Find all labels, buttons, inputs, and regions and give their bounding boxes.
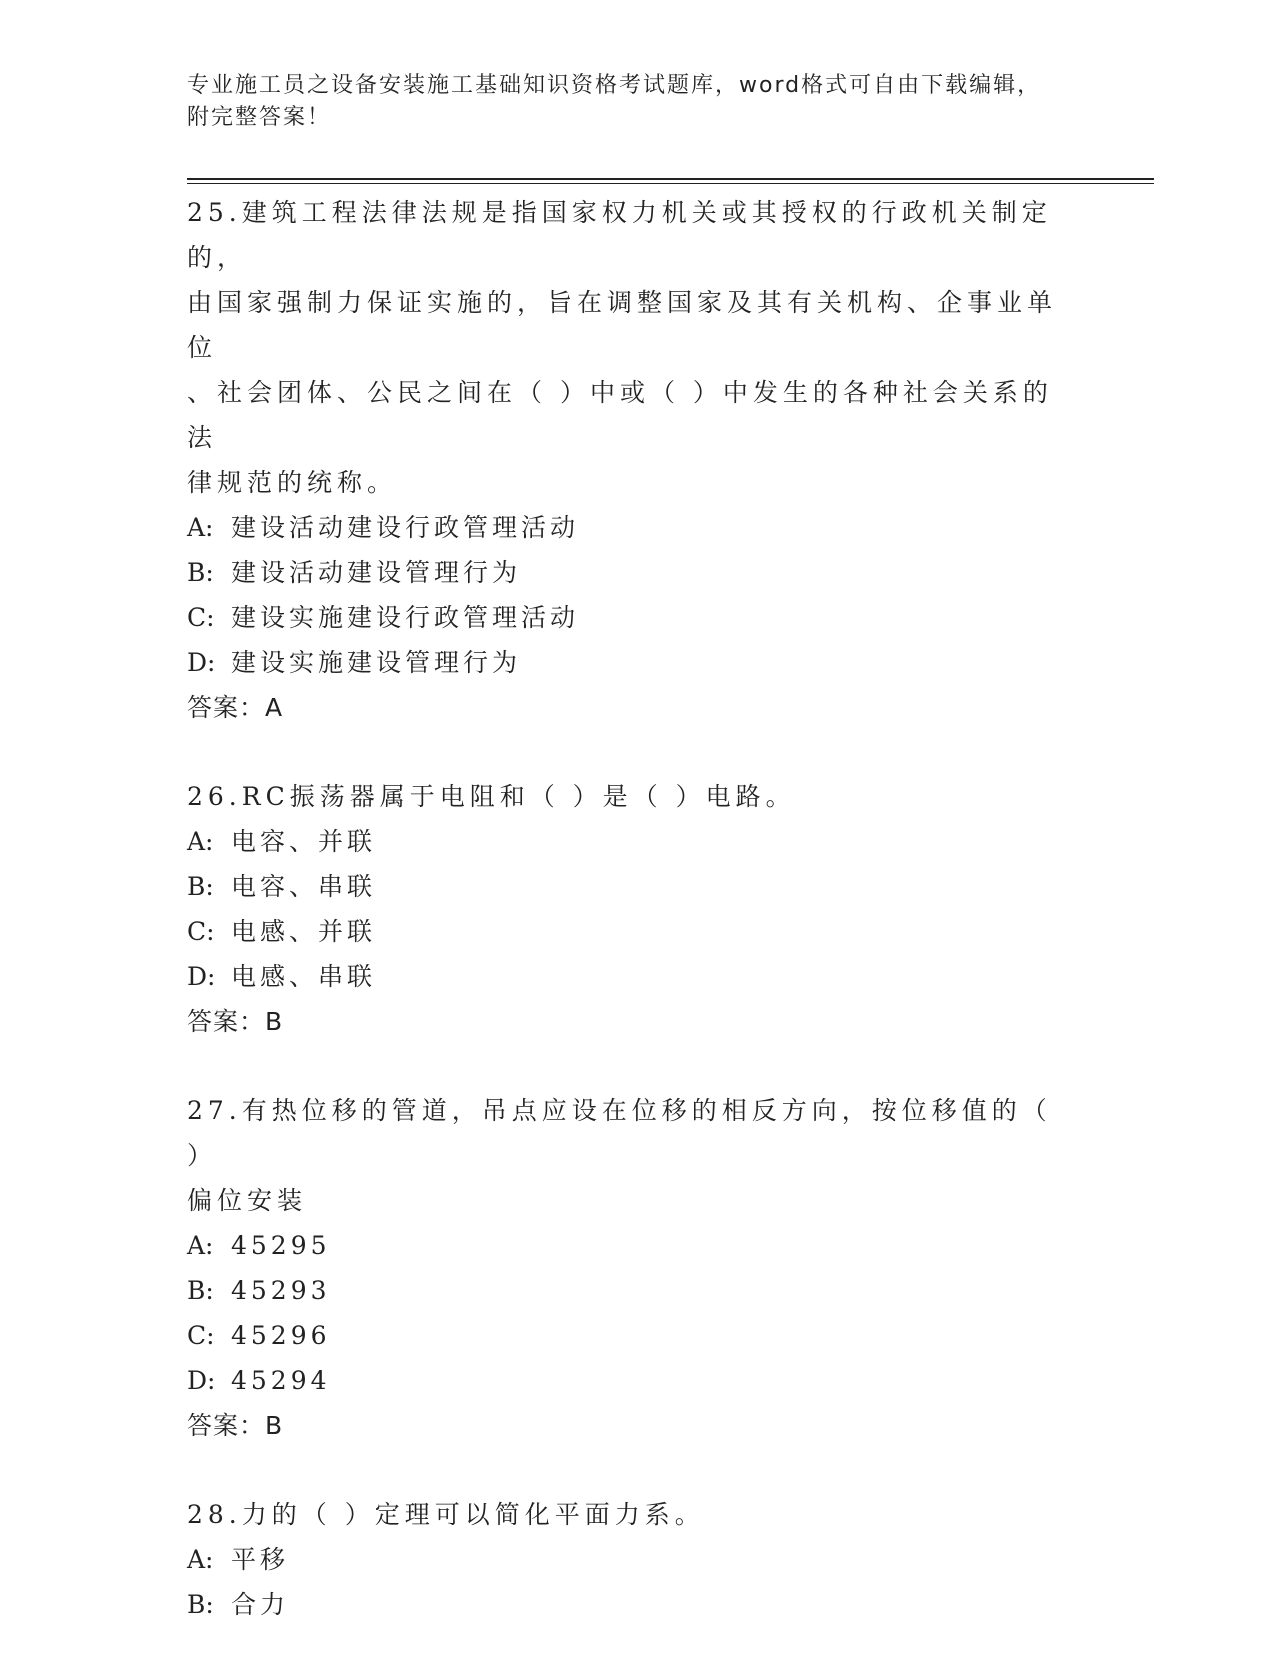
- option-letter: B:: [187, 558, 214, 587]
- option-letter: A:: [187, 513, 214, 542]
- option-text: 平移: [231, 1545, 290, 1574]
- question-text-line: 由国家强制力保证实施的，旨在调整国家及其有关机构、企事业单位: [187, 288, 1058, 362]
- option-letter: B:: [187, 872, 214, 901]
- question-text-line: 28.力的（ ）定理可以简化平面力系。: [187, 1500, 705, 1529]
- header-line-2: 附完整答案！: [187, 105, 332, 130]
- option-text: 电感、串联: [231, 962, 377, 991]
- document-header: [187, 70, 1067, 134]
- option-a: [187, 505, 1067, 550]
- header-line-1: 专业施工员之设备安装施工基础知识资格考试题库，word格式可自由下载编辑，: [187, 73, 1042, 98]
- question-text-line: 律规范的统称。: [187, 468, 398, 497]
- option-b: [187, 1268, 1067, 1313]
- option-c: [187, 909, 1067, 954]
- option-d: [187, 1358, 1067, 1403]
- question-26: [187, 774, 1067, 1044]
- option-letter: D:: [187, 648, 216, 677]
- option-text: 建设实施建设管理行为: [231, 648, 522, 677]
- option-b: [187, 864, 1067, 909]
- option-letter: B:: [187, 1590, 214, 1619]
- option-text: 电容、并联: [231, 827, 377, 856]
- option-c: [187, 595, 1067, 640]
- option-text: 电容、串联: [231, 872, 377, 901]
- answer-line: 答案：A: [187, 693, 284, 722]
- option-letter: B:: [187, 1276, 214, 1305]
- option-c: [187, 1313, 1067, 1358]
- question-text-line: 、社会团体、公民之间在（ ）中或（ ）中发生的各种社会关系的法: [187, 378, 1053, 452]
- answer-line: 答案：B: [187, 1411, 284, 1440]
- option-b: [187, 1582, 1067, 1627]
- question-27: [187, 1088, 1067, 1448]
- option-letter: C:: [187, 603, 215, 632]
- header-divider-thin: [187, 183, 1154, 184]
- option-letter: A:: [187, 1231, 214, 1260]
- option-text: 建设活动建设行政管理活动: [231, 513, 580, 542]
- option-letter: A:: [187, 1545, 214, 1574]
- option-a: [187, 819, 1067, 864]
- question-list: [187, 190, 1067, 1671]
- option-text: 45293: [231, 1276, 331, 1305]
- option-letter: D:: [187, 962, 216, 991]
- option-a: [187, 1537, 1067, 1582]
- option-text: 电感、并联: [231, 917, 377, 946]
- option-d: [187, 954, 1067, 999]
- answer-line: 答案：B: [187, 1007, 284, 1036]
- option-text: 45295: [231, 1231, 331, 1260]
- option-d: [187, 640, 1067, 685]
- option-a: [187, 1223, 1067, 1268]
- option-letter: C:: [187, 917, 215, 946]
- question-text-line: 26.RC振荡器属于电阻和（ ）是（ ）电路。: [187, 782, 796, 811]
- option-text: 建设实施建设行政管理活动: [231, 603, 580, 632]
- header-divider-thick: [187, 178, 1154, 180]
- question-text-line: 25.建筑工程法律法规是指国家权力机关或其授权的行政机关制定的，: [187, 198, 1052, 272]
- option-text: 45294: [231, 1366, 331, 1395]
- option-text: 建设活动建设管理行为: [231, 558, 522, 587]
- option-letter: C:: [187, 1321, 215, 1350]
- option-b: [187, 550, 1067, 595]
- option-letter: A:: [187, 827, 214, 856]
- option-text: 45296: [231, 1321, 331, 1350]
- question-text-line: 偏位安装: [187, 1186, 308, 1215]
- question-25: [187, 190, 1067, 730]
- question-28: [187, 1492, 1067, 1627]
- option-letter: D:: [187, 1366, 216, 1395]
- option-text: 合力: [231, 1590, 290, 1619]
- question-text-line: 27.有热位移的管道，吊点应设在位移的相反方向，按位移值的（ ）: [187, 1096, 1052, 1170]
